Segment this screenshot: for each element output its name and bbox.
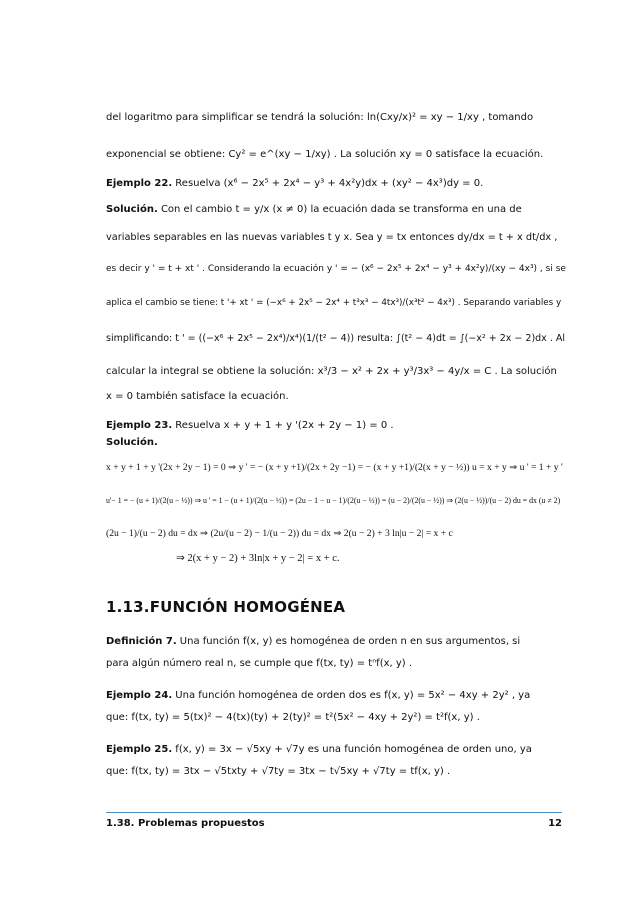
footer-section-title: 1.38. Problemas propuestos	[106, 818, 265, 829]
example-22-line	[106, 178, 483, 189]
text-line-22	[106, 766, 450, 777]
solution-line	[106, 204, 522, 215]
example-statement: Resuelva x + y + 1 + y '(2x + 2y − 1) = 0 .	[172, 420, 394, 431]
line-text: variables separables en las nuevas variables t y x. Sea y = tx entonces dy/dx = t + x dt/dx ,	[106, 232, 558, 243]
page-number: 12	[548, 818, 562, 829]
line-text: calcular la integral se obtiene la solución: x³/3 − x² + 2x + y³/3x³ − 4y/x = C . La solución	[106, 366, 557, 377]
line-text: x = 0 también satisface la ecuación.	[106, 391, 289, 402]
example-statement: Resuelva (x⁶ − 2x⁵ + 2x⁴ − y³ + 4x²y)dx + (xy² − 4x³)dy = 0.	[172, 178, 484, 189]
line-text: que: f(tx, ty) = 5(tx)² − 4(tx)(ty) + 2(ty)² = t²(5x² − 4xy + 2y²) = t²f(x, y) .	[106, 712, 480, 723]
text-line-5	[106, 232, 557, 243]
line-text: aplica el cambio se tiene: t '+ xt ' = (−x⁶ + 2x⁵ − 2x⁴ + t³x³ − 4tx³)/(x³t² − 4x³) . Separando variables y	[106, 298, 562, 308]
text-line-7	[106, 298, 561, 308]
equation-text: x + y + 1 + y '(2x + 2y − 1) = 0 ⇒ y ' = − (x + y +1)/(2x + 2y −1) = − (x + y +1)/(2(x + y − ½)) u = x + y ⇒ u ' = 1 + y '	[106, 462, 563, 473]
equation-line-3	[106, 528, 453, 539]
line-text: para algún número real n, se cumple que f(tx, ty) = tⁿf(x, y) .	[106, 658, 413, 669]
line-text: del logaritmo para simplificar se tendrá la solución: ln(Cxy/x)² = xy − 1/xy , tomando	[106, 112, 534, 123]
solution-label: Solución.	[106, 204, 158, 215]
line-text: exponencial se obtiene: Cy² = e^(xy − 1/xy) . La solución xy = 0 satisface la ecuación.	[106, 149, 544, 160]
example-label: Ejemplo 25.	[106, 744, 173, 755]
line-text: simplificando: t ' = ((−x⁶ + 2x⁵ − 2x⁴)/x⁴)(1/(t² − 4)) resulta: ∫(t² − 4)dt = ∫(−x² + 2x − 2)dx . Al	[106, 333, 566, 344]
text-line-6	[106, 264, 566, 274]
text-line-10	[106, 391, 289, 402]
equation-text: (2u − 1)/(u − 2) du = dx ⇒ (2u/(u − 2) − 1/(u − 2)) du = dx ⇒ 2(u − 2) + 3 ln|u − 2| = x + c	[106, 528, 453, 539]
text-line-8	[106, 333, 565, 344]
equation-text: u'− 1 = − (u + 1)/(2(u − ½)) ⇒ u ' = 1 − (u + 1)/(2(u − ½)) = (2u − 1 − u − 1)/(2(u − ½)) = (u − 2)/(2(u − ½)) ⇒ (2(u − ½))/(u − 2) du = dx (u ≠ 2)	[106, 496, 561, 505]
example-label: Ejemplo 22.	[106, 178, 173, 189]
equation-line-2	[106, 496, 560, 505]
heading-text: 1.13.FUNCIÓN HOMOGÉNEA	[106, 598, 346, 616]
text-line-1	[106, 112, 533, 123]
equation-line-1	[106, 462, 563, 473]
example-23-line	[106, 420, 394, 431]
example-statement: f(x, y) = 3x − √5xy + √7y es una función homogénea de orden uno, ya	[172, 744, 532, 755]
example-label: Ejemplo 24.	[106, 690, 173, 701]
line-text: Solución.	[106, 437, 158, 448]
section-heading	[106, 598, 345, 616]
footer-divider	[106, 812, 562, 813]
solution-text: Con el cambio t = y/x (x ≠ 0) la ecuación dada se transforma en una de	[157, 204, 522, 215]
definition-text: Una función f(x, y) es homogénea de orden n en sus argumentos, si	[176, 636, 521, 647]
line-text: que: f(tx, ty) = 3tx − √5txty + √7ty = 3tx − t√5xy + √7ty = tf(x, y) .	[106, 766, 451, 777]
example-25-line	[106, 744, 532, 755]
equation-line-4	[176, 552, 340, 564]
definition-line	[106, 636, 520, 647]
equation-text: ⇒ 2(x + y − 2) + 3ln|x + y − 2| = x + c.	[176, 553, 340, 564]
example-24-line	[106, 690, 530, 701]
solution-label-23	[106, 437, 158, 448]
example-label: Ejemplo 23.	[106, 420, 173, 431]
text-line-9	[106, 366, 557, 377]
example-statement: Una función homogénea de orden dos es f(x, y) = 5x² − 4xy + 2y² , ya	[172, 690, 531, 701]
text-line-20	[106, 712, 480, 723]
definition-label: Definición 7.	[106, 636, 177, 647]
text-line-18	[106, 658, 412, 669]
line-text: es decir y ' = t + xt ' . Considerando la ecuación y ' = − (x⁶ − 2x⁵ + 2x⁴ − y³ + 4x²y)/(xy − 4x³) , si se	[106, 264, 566, 274]
text-line-2	[106, 149, 543, 160]
